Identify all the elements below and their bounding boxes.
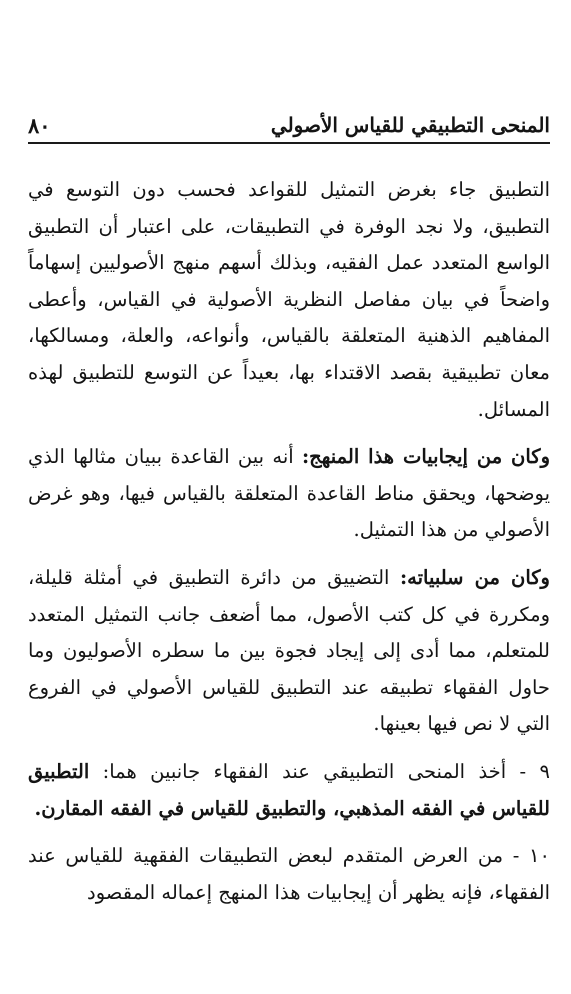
- paragraph-4: [28, 754, 550, 827]
- paragraph-3: [28, 560, 550, 743]
- paragraph-2: [28, 439, 550, 549]
- paragraph-1-text: التطبيق جاء بغرض التمثيل للقواعد فحسب دون التوسع في التطبيق، ولا نجد الوفرة في التطبيقات، على اعتبار أن التطبيق الواسع المتعدد عمل الفقيه، وبذلك أسهم منهج الأصوليين إسهاماً واضحاً في بيان مفاصل النظرية الأصولية في القياس، وأعطى المفاهيم الذهنية المتعلقة بالقياس، وأنواعه، والعلة، ومسالكها، معان تطبيقية بقصد الاقتداء بها، بعيداً عن التوسع للتطبيق لهذه المسائل.: [28, 178, 550, 421]
- paragraph-5: [28, 838, 550, 911]
- paragraph-4-bold: التطبيق للقياس في الفقه المذهبي، والتطبيق للقياس في الفقه المقارن.: [28, 759, 550, 820]
- paragraph-2-lead: وكان من إيجابيات هذا المنهج:: [301, 445, 550, 469]
- page-number: ٨٠: [28, 112, 51, 138]
- document-page: [28, 0, 550, 994]
- paragraph-3-lead: وكان من سلبياته:: [399, 565, 550, 589]
- paragraph-5-text: ١٠ - من العرض المتقدم لبعض التطبيقات الفقهية للقياس عند الفقهاء، فإنه يظهر أن إيجابيات هذا المنهج إعماله المقصود: [28, 844, 550, 904]
- body-text: [28, 172, 550, 911]
- paragraph-2-text: أنه بين القاعدة ببيان مثالها الذي يوضحها، ويحقق مناط القاعدة المتعلقة بالقياس فيها، وهو غرض الأصولي من هذا التمثيل.: [28, 445, 550, 542]
- running-title: المنحى التطبيقي للقياس الأصولي: [270, 113, 550, 137]
- paragraph-4-text: ٩ - أخذ المنحى التطبيقي عند الفقهاء جانبين هما:: [89, 759, 550, 783]
- paragraph-3-text: التضييق من دائرة التطبيق في أمثلة قليلة، ومكررة في كل كتب الأصول، مما أضعف جانب التمثيل المتعدد للمتعلم، مما أدى إلى إيجاد فجوة بين ما سطره الأصوليون وما حاول الفقهاء تطبيقه عند التطبيق للقياس الأصولي في الفروع التي لا نص فيها بعينها.: [28, 565, 550, 736]
- page-header: [28, 108, 550, 144]
- paragraph-1: [28, 172, 550, 428]
